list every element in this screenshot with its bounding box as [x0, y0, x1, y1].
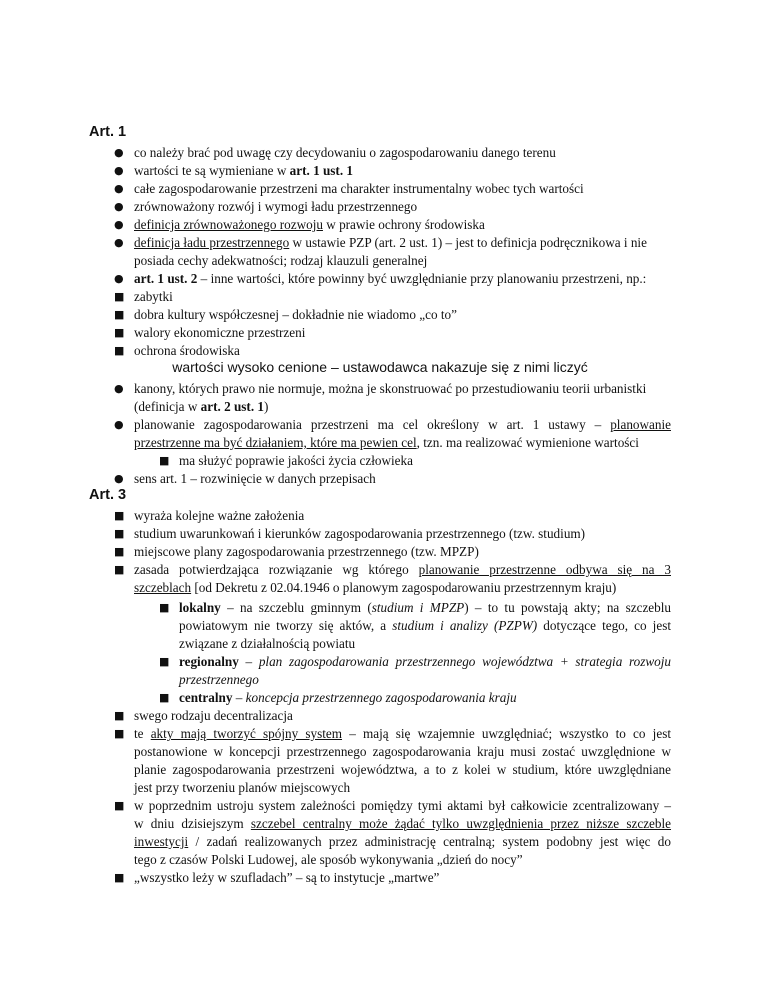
list-item: swego rodzaju decentralizacja: [134, 708, 293, 723]
list-item: „wszystko leży w szufladach” – są to instytucje „martwe”: [134, 870, 440, 885]
heading-art-1: Art. 1: [89, 124, 127, 140]
list-item: co należy brać pod uwagę czy decydowaniu o zagospodarowaniu danego terenu: [134, 145, 556, 160]
bullet-dot: ●: [114, 182, 124, 195]
bullet-square: ■: [159, 691, 170, 704]
list-item-continuation: posiada cechy adekwatności; rodzaj klauzuli generalnej: [134, 253, 428, 268]
list-item: w poprzednim ustroju system zależności pomiędzy tymi aktami był całkowicie zcentralizowany –: [134, 798, 671, 813]
bullet-square: ■: [114, 326, 125, 339]
sub-list-item: lokalny – na szczeblu gminnym (studium i MPZP) – to tu powstają akty; na szczeblu: [179, 600, 671, 615]
bullet-dot: ●: [114, 236, 124, 249]
list-item: dobra kultury współczesnej – dokładnie nie wiadomo „co to”: [134, 307, 458, 322]
bullet-square: ■: [114, 871, 125, 884]
bullet-square: ■: [159, 601, 170, 614]
list-item: zabytki: [134, 289, 173, 304]
list-item: art. 1 ust. 2 – inne wartości, które powinny być uwzględnianie przy planowaniu przestrzeni, np.:: [134, 271, 647, 286]
bullet-dot: ●: [114, 382, 124, 395]
list-item: ochrona środowiska: [134, 343, 240, 358]
sub-list-item: centralny – koncepcja przestrzennego zagospodarowania kraju: [179, 690, 517, 705]
list-item-continuation: (definicja w art. 2 ust. 1): [134, 399, 269, 414]
list-item: zasada potwierdzająca rozwiązanie wg którego planowanie przestrzenne odbywa się na 3: [134, 562, 671, 577]
bullet-dot: ●: [114, 418, 124, 431]
list-item-continuation: inwestycji / zadań realizowanych przez administrację centralną; system podobny jest więc do: [134, 834, 671, 849]
bullet-square: ■: [114, 709, 125, 722]
sub-list-item: regionalny – plan zagospodarowania przestrzennego województwa + strategia rozwoju: [179, 654, 672, 669]
list-item: te akty mają tworzyć spójny system – mają się wzajemnie uwzględniać; wszystko to co jest: [134, 726, 671, 741]
list-item-continuation: postanowione w koncepcji przestrzennego zagospodarowania kraju musi zostać uwzględnione w: [134, 744, 671, 759]
bullet-square: ■: [114, 527, 125, 540]
bullet-square: ■: [114, 799, 125, 812]
list-item-continuation: tego z czasów Polski Ludowej, ale sposób wykonywania „dzień do nocy”: [134, 852, 523, 867]
list-item: wyraża kolejne ważne założenia: [134, 508, 305, 523]
list-item: całe zagospodarowanie przestrzeni ma charakter instrumentalny wobec tych wartości: [134, 181, 584, 196]
bullet-square: ■: [114, 727, 125, 740]
bullet-square: ■: [114, 344, 125, 357]
list-item: kanony, których prawo nie normuje, można je skonstruować po przestudiowaniu teorii urbanistki: [134, 381, 647, 396]
list-item: miejscowe plany zagospodarowania przestrzennego (tzw. MPZP): [134, 544, 479, 559]
bullet-square: ■: [114, 563, 125, 576]
sub-list-item-continuation: przestrzennego: [179, 672, 259, 687]
bullet-dot: ●: [114, 146, 124, 159]
list-item: planowanie zagospodarowania przestrzeni ma cel określony w art. 1 ustawy – planowanie: [134, 417, 671, 432]
bullet-square: ■: [159, 655, 170, 668]
bullet-square: ■: [114, 509, 125, 522]
bullet-dot: ●: [114, 472, 124, 485]
bullet-square: ■: [114, 308, 125, 321]
bullet-square: ■: [114, 545, 125, 558]
bullet-dot: ●: [114, 272, 124, 285]
list-item-continuation: szczeblach [od Dekretu z 02.04.1946 o planowym zagospodarowaniu przestrzennym kraju): [134, 580, 617, 595]
bullet-dot: ●: [114, 200, 124, 213]
bullet-dot: ●: [114, 164, 124, 177]
list-item: definicja zrównoważonego rozwoju w prawie ochrony środowiska: [134, 217, 485, 232]
sub-list-item-continuation: związane z działalnością powiatu: [179, 636, 356, 651]
list-item-continuation: jest przy tworzeniu planów miejscowych: [134, 780, 351, 795]
bullet-square: ■: [114, 290, 125, 303]
bullet-square: ■: [159, 454, 170, 467]
list-item: definicja ładu przestrzennego w ustawie PZP (art. 2 ust. 1) – jest to definicja podręcznikowa i nie: [134, 235, 647, 250]
list-item: zrównoważony rozwój i wymogi ładu przestrzennego: [134, 199, 418, 214]
list-item-continuation: planie zagospodarowania przestrzeni województwa, a to z kolei w studium, które uwzględniane: [134, 762, 671, 777]
centered-note: wartości wysoko cenione – ustawodawca nakazuje się z nimi liczyć: [172, 359, 588, 375]
heading-art-3: Art. 3: [89, 487, 127, 503]
list-item-continuation: w dniu dzisiejszym szczebel centralny może żądać tylko uwzględnienia przez niższe szczeble: [134, 816, 672, 831]
bullet-dot: ●: [114, 218, 124, 231]
list-item: wartości te są wymieniane w art. 1 ust. 1: [134, 163, 354, 178]
sub-list-item-continuation: powiatowym nie tworzy się aktów, a studium i analizy (PZPW) dotyczące tego, co jest: [179, 618, 671, 633]
list-item: studium uwarunkowań i kierunków zagospodarowania przestrzennego (tzw. studium): [134, 526, 586, 541]
sub-list-item: ma służyć poprawie jakości życia człowieka: [179, 453, 413, 468]
list-item-continuation: przestrzenne ma być działaniem, które ma pewien cel, tzn. ma realizować wymienione wartości: [134, 435, 639, 450]
list-item: sens art. 1 – rozwinięcie w danych przepisach: [134, 471, 376, 486]
list-item: walory ekonomiczne przestrzeni: [134, 325, 306, 340]
